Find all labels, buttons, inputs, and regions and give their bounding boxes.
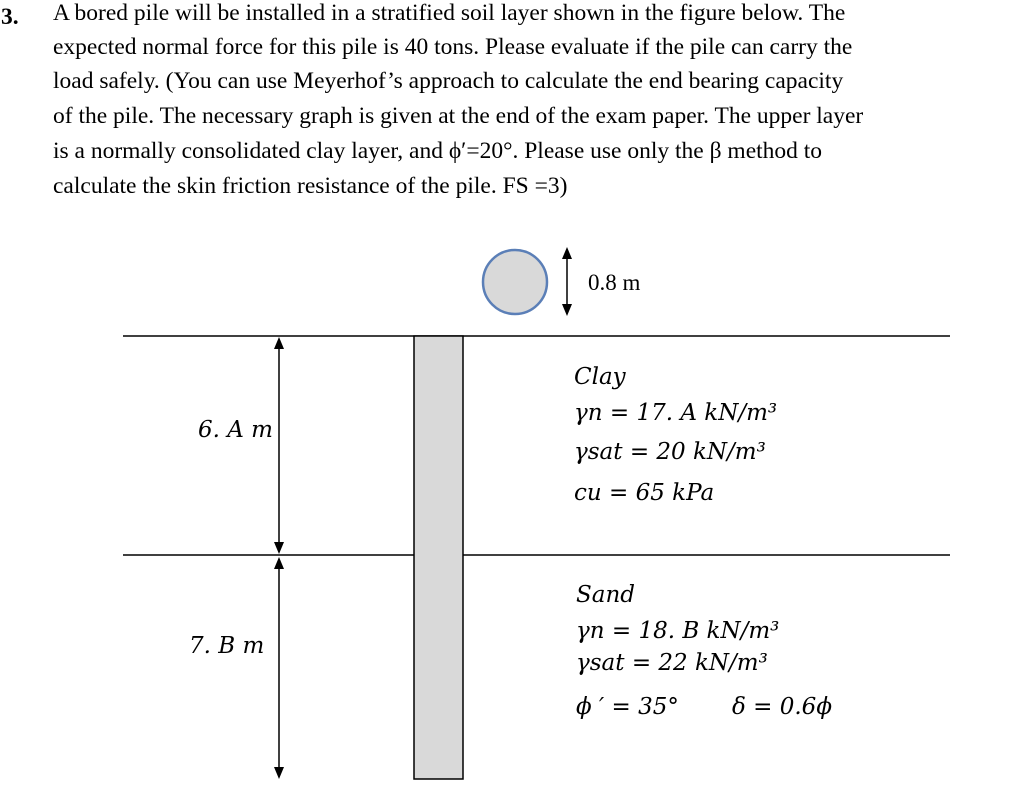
question-line-3: load safely. (You can use Meyerhof’s approach to calculate the end bearing capacity	[53, 68, 844, 94]
sand-gamma-sat: γsat = 22 kN/m³	[576, 650, 768, 676]
diameter-dimension-arrow	[562, 247, 572, 316]
clay-gamma-sat: γsat = 20 kN/m³	[574, 439, 766, 465]
sand-gamma-n: γn = 18. B kN/m³	[576, 618, 780, 644]
sand-thickness-dimension	[274, 557, 284, 779]
clay-gamma-n: γn = 17. A kN/m³	[574, 400, 778, 426]
question-number: 3.	[1, 4, 19, 30]
pile-cross-section-circle	[483, 250, 547, 314]
sand-layer-name: Sand	[576, 582, 636, 608]
pile-diameter-label: 0.8 m	[588, 270, 641, 295]
clay-thickness-dimension	[274, 337, 284, 554]
sand-delta: δ = 0.6ϕ	[732, 694, 832, 720]
question-line-6: calculate the skin friction resistance of the pile. FS =3)	[53, 173, 568, 199]
clay-cu: cu = 65 kPa	[574, 480, 715, 506]
pile-body	[414, 336, 463, 779]
question-line-5: is a normally consolidated clay layer, and ϕ′=20°. Please use only the β method to	[53, 138, 823, 164]
sand-phi: ϕ ′ = 35°	[576, 694, 679, 720]
question-line-2: expected normal force for this pile is 40 tons. Please evaluate if the pile can carry the	[53, 34, 853, 60]
clay-thickness-label: 6. A m	[198, 417, 273, 443]
question-line-4: of the pile. The necessary graph is given at the end of the exam paper. The upper layer	[53, 103, 864, 129]
question-line-1: A bored pile will be installed in a stratified soil layer shown in the figure below. The	[53, 0, 846, 26]
clay-layer-name: Clay	[574, 364, 626, 390]
sand-thickness-label: 7. B m	[189, 633, 265, 659]
